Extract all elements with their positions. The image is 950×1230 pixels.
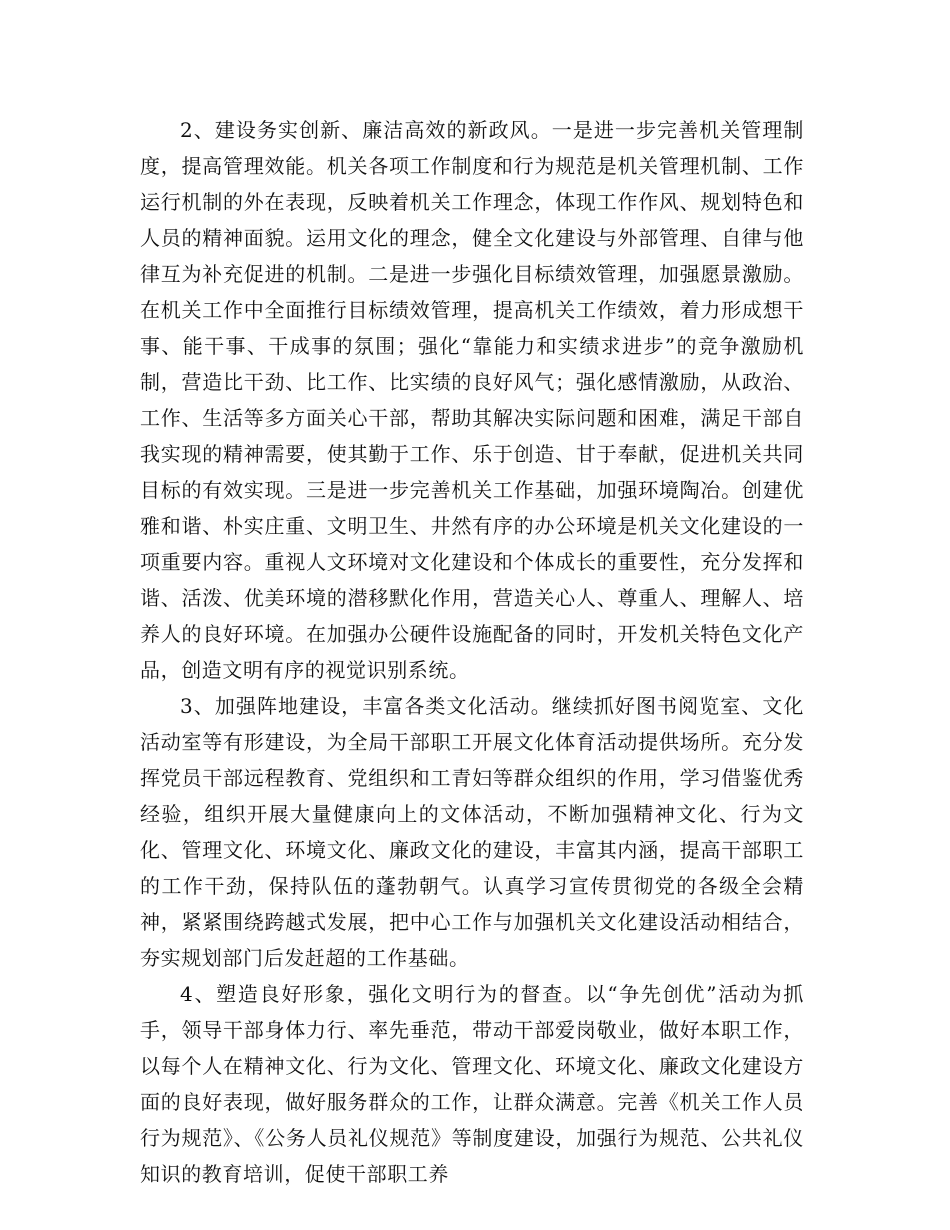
paragraph-4: 4、塑造良好形象，强化文明行为的督查。以“争先创优”活动为抓手，领导干部身体力行、率先垂范，带动干部爱岗敬业，做好本职工作，以每个人在精神文化、行为文化、管理文化、环境文化、廉政文化建设方面的良好表现，做好服务群众的工作，让群众满意。完善《机关工作人员行为规范》、《公务人员礼仪规范》等制度建设，加强行为规范、公共礼仪知识的教育培训，促使干部职工养 bbox=[140, 982, 804, 1186]
paragraph-3: 3、加强阵地建设，丰富各类文化活动。继续抓好图书阅览室、文化活动室等有形建设，为全局干部职工开展文化体育活动提供场所。充分发挥党员干部远程教育、党组织和工青妇等群众组织的作用，学习借鉴优秀经验，组织开展大量健康向上的文体活动，不断加强精神文化、行为文化、管理文化、环境文化、廉政文化的建设，丰富其内涵，提高干部职工的工作干劲，保持队伍的蓬勃朝气。认真学习宣传贯彻党的各级全会精神，紧紧围绕跨越式发展，把中心工作与加强机关文化建设活动相结合，夯实规划部门后发赶超的工作基础。 bbox=[140, 694, 804, 970]
document-body bbox=[140, 112, 804, 1192]
paragraph-2: 2、建设务实创新、廉洁高效的新政风。一是进一步完善机关管理制度，提高管理效能。机关各项工作制度和行为规范是机关管理机制、工作运行机制的外在表现，反映着机关工作理念，体现工作作风、规划特色和人员的精神面貌。运用文化的理念，健全文化建设与外部管理、自律与他律互为补充促进的机制。二是进一步强化目标绩效管理，加强愿景激励。在机关工作中全面推行目标绩效管理，提高机关工作绩效，着力形成想干事、能干事、干成事的氛围；强化“靠能力和实绩求进步”的竞争激励机制，营造比干劲、比工作、比实绩的良好风气；强化感情激励，从政治、工作、生活等多方面关心干部，帮助其解决实际问题和困难，满足干部自我实现的精神需要，使其勤于工作、乐于创造、甘于奉献，促进机关共同目标的有效实现。三是进一步完善机关工作基础，加强环境陶冶。创建优雅和谐、朴实庄重、文明卫生、井然有序的办公环境是机关文化建设的一项重要内容。重视人文环境对文化建设和个体成长的重要性，充分发挥和谐、活泼、优美环境的潜移默化作用，营造关心人、尊重人、理解人、培养人的良好环境。在加强办公硬件设施配备的同时，开发机关特色文化产品，创造文明有序的视觉识别系统。 bbox=[140, 118, 804, 682]
